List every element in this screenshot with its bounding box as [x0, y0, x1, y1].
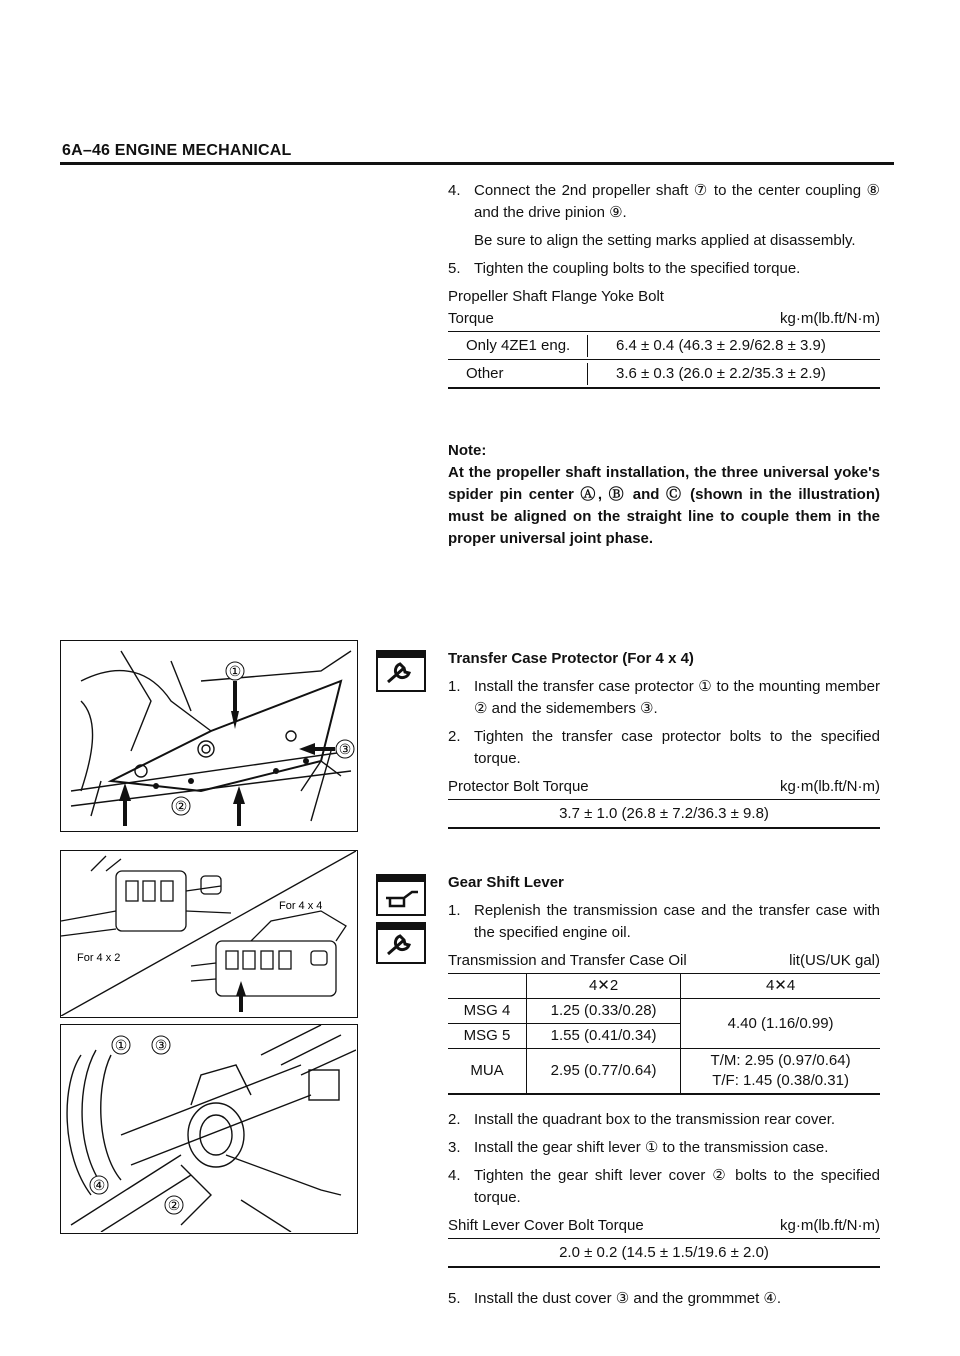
page-header: 6A–46 ENGINE MECHANICAL [62, 142, 292, 159]
protector-illustration [60, 640, 358, 832]
gear-shift-drawing [61, 1025, 356, 1232]
table-cell [448, 974, 527, 999]
spec-header [448, 950, 880, 973]
step-5 [448, 1288, 880, 1310]
table-cell: 2.95 (0.77/0.64) [527, 1049, 681, 1095]
torque-row-value: 6.4 ± 0.4 (46.3 ± 2.9/62.8 ± 3.9) [616, 337, 826, 354]
table-header-cell: 4✕2 [527, 974, 681, 999]
step-number: 2. [448, 728, 461, 745]
table-row [448, 999, 880, 1024]
spec-label: Shift Lever Cover Bolt Torque [448, 1217, 644, 1234]
table-cell-line: T/M: 2.95 (0.97/0.64) [710, 1052, 851, 1069]
spec-value: 3.7 ± 1.0 (26.8 ± 7.2/36.3 ± 9.8) [448, 800, 880, 829]
transfer-case-section [448, 648, 880, 829]
transmission-illustration [60, 850, 358, 1018]
step-text: Tighten the gear shift lever cover ② bolts to the specified torque. [474, 1167, 880, 1206]
step-4 [448, 1165, 880, 1209]
table-cell: MSG 4 [448, 999, 527, 1024]
step-number: 1. [448, 902, 461, 919]
table-row [448, 1049, 880, 1095]
step-5 [448, 258, 880, 280]
step-2 [448, 1109, 880, 1131]
table-cell [681, 1049, 880, 1095]
spec-header [448, 776, 880, 800]
spec-value: 2.0 ± 0.2 (14.5 ± 1.5/19.6 ± 2.0) [448, 1239, 880, 1268]
callout-2: ② [174, 798, 188, 814]
step-number: 4. [448, 1167, 461, 1184]
step-number: 5. [448, 260, 461, 277]
spec-label: Transmission and Transfer Case Oil [448, 952, 687, 969]
step-number: 4. [448, 182, 461, 199]
spec-label: Torque [448, 310, 494, 327]
spec-header [448, 308, 880, 332]
table-cell: 1.25 (0.33/0.28) [527, 999, 681, 1024]
oil-can-icon [376, 874, 426, 916]
callout-4: ④ [92, 1177, 106, 1193]
table-header-cell: 4✕4 [681, 974, 880, 999]
step-2 [448, 726, 880, 770]
wrench-icon [376, 650, 426, 692]
transmission-drawing [61, 851, 356, 1016]
step-3 [448, 1137, 880, 1159]
spec-unit: kg·m(lb.ft/N·m) [780, 310, 880, 327]
callout-1: ① [228, 663, 242, 679]
step-text: Install the gear shift lever ① to the transmission case. [474, 1139, 829, 1156]
step-text: Tighten the transfer case protector bolts to the specified torque. [474, 728, 880, 767]
label-4x2: For 4 x 2 [77, 952, 121, 964]
callout-3: ③ [154, 1037, 168, 1053]
step-number: 5. [448, 1290, 461, 1307]
step-text: Tighten the coupling bolts to the specified torque. [474, 260, 801, 277]
torque-row [448, 360, 880, 389]
label-4x4: For 4 x 4 [279, 900, 323, 912]
spec-unit: kg·m(lb.ft/N·m) [780, 778, 880, 795]
step-note: Be sure to align the setting marks applied at disassembly. [474, 232, 856, 249]
wrench-icon [376, 922, 426, 964]
table-cell: 4.40 (1.16/0.99) [681, 999, 880, 1049]
torque-row [448, 332, 880, 360]
oil-capacity-table [448, 973, 880, 1095]
callout-2: ② [167, 1197, 181, 1213]
torque-row-value: 3.6 ± 0.3 (26.0 ± 2.2/35.3 ± 2.9) [616, 365, 826, 382]
spec-title: Propeller Shaft Flange Yoke Bolt [448, 288, 664, 305]
table-cell: MSG 5 [448, 1024, 527, 1049]
step-number: 2. [448, 1111, 461, 1128]
table-header-row [448, 974, 880, 999]
note-text: At the propeller shaft installation, the three universal yoke's spider pin center Ⓐ, Ⓑ and Ⓒ (shown in the illustration) must be aligned on the straight line to couple them in the proper universal joint phase. [448, 464, 880, 547]
table-cell: MUA [448, 1049, 527, 1095]
step-text: Install the dust cover ③ and the grommmet ④. [474, 1290, 782, 1307]
step-text: Install the quadrant box to the transmission rear cover. [474, 1111, 836, 1128]
step-text: Connect the 2nd propeller shaft ⑦ to the center coupling ⑧ and the drive pinion ⑨. [474, 182, 880, 221]
spec-header [448, 1215, 880, 1239]
spec-unit: lit(US/UK gal) [789, 952, 880, 969]
note-title: Note: [448, 442, 487, 459]
propeller-section [448, 180, 880, 389]
step-text: Replenish the transmission case and the transfer case with the specified engine oil. [474, 902, 880, 941]
step-text: Install the transfer case protector ① to the mounting member ② and the sidemembers ③. [474, 678, 880, 717]
step-4 [448, 180, 880, 224]
step-1 [448, 676, 880, 720]
table-cell-line: T/F: 1.45 (0.38/0.31) [712, 1072, 849, 1089]
header-rule [60, 162, 894, 165]
torque-row-label: Only 4ZE1 eng. [448, 335, 588, 357]
section-title: Gear Shift Lever [448, 874, 564, 891]
step-number: 3. [448, 1139, 461, 1156]
spec-label: Protector Bolt Torque [448, 778, 589, 795]
step-1 [448, 900, 880, 944]
callout-3: ③ [338, 741, 352, 757]
gear-shift-section [448, 872, 880, 1316]
table-cell: 1.55 (0.41/0.34) [527, 1024, 681, 1049]
gear-shift-illustration [60, 1024, 358, 1234]
protector-drawing [61, 641, 356, 830]
torque-row-label: Other [448, 363, 588, 385]
step-number: 1. [448, 678, 461, 695]
callout-1: ① [114, 1037, 128, 1053]
spec-unit: kg·m(lb.ft/N·m) [780, 1217, 880, 1234]
note-section [448, 440, 880, 550]
section-title: Transfer Case Protector (For 4 x 4) [448, 650, 694, 667]
